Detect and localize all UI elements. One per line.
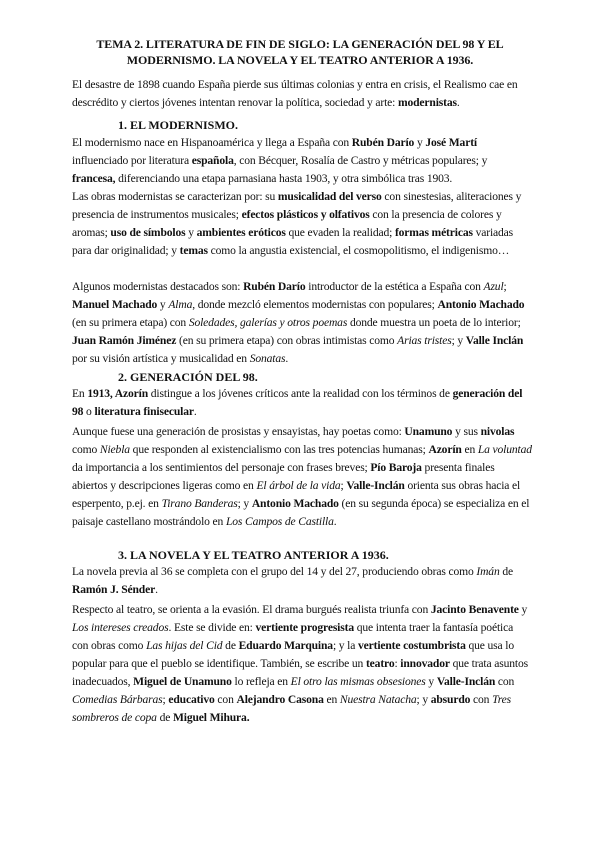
- generacion-paragraph-2: Aunque fuese una generación de prosistas y ensayistas, hay poetas como: Unamuno y sus nivolas como Niebla que responden al existencialismo con las tres potencias humanas; Azorín en La voluntad da importancia a los sentimientos del personaje con frases breves; Pío Baroja presenta finales abiertos y descripciones ligeras como en El árbol de la vida; Valle-Inclán orienta sus obras hacia el esperpento, p.ej. en Tirano Banderas; y Antonio Machado (en su segunda época) se especializa en el paisaje castellano mostrándolo en Los Campos de Castilla.: [72, 425, 532, 528]
- title-line-2: MODERNISMO. LA NOVELA Y EL TEATRO ANTERIOR A 1936.: [126, 53, 474, 67]
- section-heading-generacion-98: 2. GENERACIÓN DEL 98.: [118, 370, 258, 384]
- section-heading-novela-teatro: 3. LA NOVELA Y EL TEATRO ANTERIOR A 1936.: [118, 548, 389, 562]
- title-line-1: TEMA 2. LITERATURA DE FIN DE SIGLO: LA GENERACIÓN DEL 98 Y EL: [96, 37, 504, 51]
- modernismo-paragraph-3: Algunos modernistas destacados son: Rubén Darío introductor de la estética a España con Azul; Manuel Machado y Alma, donde mezcló elementos modernistas con populares; Antonio Machado (en su primera etapa) con Soledades, galerías y otros poemas donde muestra un poeta de lo interior; Juan Ramón Jiménez (en su primera etapa) con obras intimistas como Arias tristes; y Valle Inclán por su visión artística y musicalidad en Sonatas.: [72, 280, 525, 365]
- teatro-paragraph: Respecto al teatro, se orienta a la evasión. El drama burgués realista triunfa con Jacinto Benavente y Los intereses creados. Este se divide en: vertiente progresista que intenta traer la fantasía poética con obras como Las hijas del Cid de Eduardo Marquina; y la vertiente costumbrista que usa lo popular para que el pueblo se identifique. También, se escribe un teatro: innovador que trata asuntos inadecuados, Miguel de Unamuno lo refleja en El otro las mismas obsesiones y Valle-Inclán con Comedias Bárbaras; educativo con Alejandro Casona en Nuestra Natacha; y absurdo con Tres sombreros de copa de Miguel Mihura.: [72, 603, 528, 724]
- intro-paragraph: El desastre de 1898 cuando España pierde sus últimas colonias y entra en crisis, el Realismo cae en descrédito y ciertos jóvenes intentan renovar la política, sociedad y arte: modernistas.: [72, 78, 518, 109]
- modernismo-paragraph-1: El modernismo nace en Hispanoamérica y llega a España con Rubén Darío y José Martí influenciado por literatura española, con Bécquer, Rosalía de Castro y métricas populares; y francesa, diferenciando una etapa parnasiana hasta 1903, y otra simbólica tras 1903.: [72, 136, 488, 185]
- modernismo-paragraph-2: Las obras modernistas se caracterizan por: su musicalidad del verso con sinestesias, aliteraciones y presencia de instrumentos musicales; efectos plásticos y olfativos con la presencia de colores y aromas; uso de símbolos y ambientes eróticos que evaden la realidad; formas métricas variadas para dar originalidad; y temas como la angustia existencial, el cosmopolitismo, el indigenismo…: [72, 190, 522, 257]
- section-heading-modernismo: 1. EL MODERNISMO.: [118, 118, 239, 132]
- novela-paragraph: La novela previa al 36 se completa con el grupo del 14 y del 27, produciendo obras como Imán de Ramón J. Sénder.: [72, 565, 514, 596]
- document-title: [60, 36, 540, 68]
- generacion-paragraph-1: En 1913, Azorín distingue a los jóvenes críticos ante la realidad con los términos de generación del 98 o literatura finisecular.: [72, 387, 523, 418]
